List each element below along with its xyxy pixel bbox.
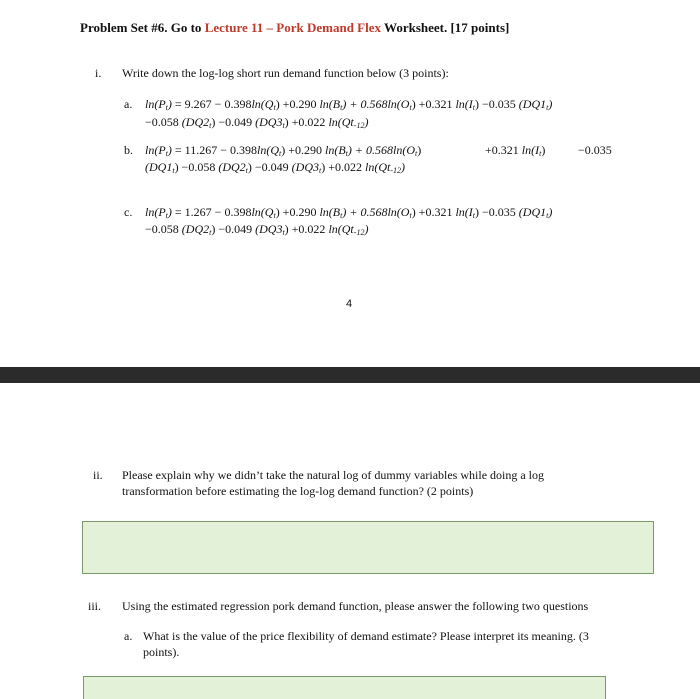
option-b-equation-income-term: +0.321 $\ln(I_t)$ (485, 143, 546, 158)
question-3a-text-line-1: What is the value of the price flexibility of demand estimate? Please interpret its meaning. (3 (143, 629, 589, 643)
option-a-equation-line-2: −0.058 $(DQ2_t) -0.049$ $(DQ3_t) +0.022$ $\ln(Qt_{-12})$ (145, 115, 369, 130)
question-2-number: ii. (93, 468, 103, 482)
page-break-divider (0, 367, 700, 383)
question-1-number: i. (95, 66, 102, 80)
option-a-letter: a. (124, 97, 133, 111)
option-a-equation-line-1: $\ln(P_t) = 9.267 - 0.398\ln(Q_t) +0.290$ $\ln(B_t) + 0.568\ln(O_t) +0.321$ $\ln(I_t) -0.035$ $(DQ1_t)$ (145, 97, 553, 112)
worksheet-title (80, 20, 509, 36)
lecture-link-text: Lecture 11 – Pork Demand Flex (204, 20, 382, 35)
option-b-equation-line-1: $\ln(P_t) = 11.267 - 0.398\ln(Q_t) +0.290$ $\ln(B_t) + 0.568\ln(O_t)$ (145, 143, 422, 158)
question-1-text: Write down the log-log short run demand function below (3 points): (122, 66, 449, 80)
title-suffix: Worksheet. [17 points] (381, 20, 510, 35)
option-c-letter: c. (124, 205, 133, 219)
option-b-letter: b. (124, 143, 133, 157)
question-3a-letter: a. (124, 629, 133, 643)
page-number: 4 (346, 298, 353, 310)
question-3a-answer-box[interactable] (83, 676, 606, 699)
question-2-text-line-1: Please explain why we didn’t take the natural log of dummy variables while doing a log (122, 468, 545, 482)
title-prefix: Problem Set #6. Go to (80, 20, 205, 35)
question-3a-text-line-2: points). (143, 645, 180, 659)
question-3-number: iii. (88, 599, 102, 613)
option-c-equation-line-1: $\ln(P_t) = 1.267 - 0.398\ln(Q_t) +0.290$ $\ln(B_t) + 0.568\ln(O_t) +0.321$ $\ln(I_t) -0.035$ $(DQ1_t)$ (145, 205, 553, 220)
question-2-answer-box[interactable] (82, 521, 654, 574)
option-b-equation-line-2: $(DQ1_t) -0.058$ $(DQ2_t) -0.049$ $(DQ3_t) +0.022$ $\ln(Qt_{-12})$ (145, 160, 405, 175)
question-3-text: Using the estimated regression pork demand function, please answer the following two questions (122, 599, 589, 613)
option-b-equation-tail: −0.035 (578, 143, 612, 157)
option-c-equation-line-2: −0.058 $(DQ2_t) -0.049$ $(DQ3_t) +0.022$ $\ln(Qt_{-12})$ (145, 222, 369, 237)
question-2-text-line-2: transformation before estimating the log-log demand function? (2 points) (122, 484, 474, 498)
